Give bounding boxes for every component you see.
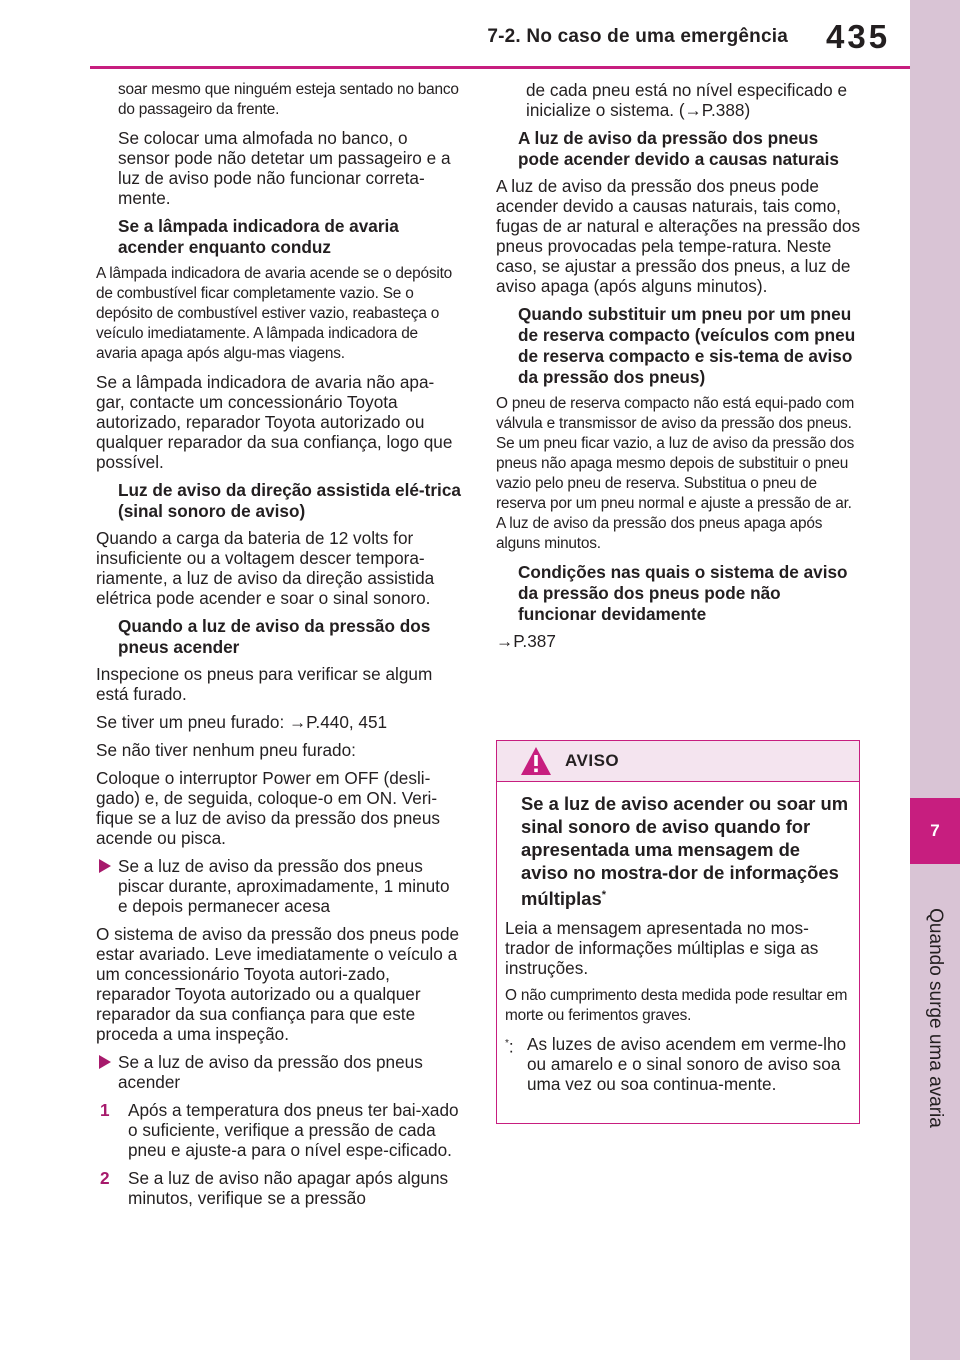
bullet-text: Se a luz de aviso da pressão dos pneus piscar durante, aproximadamente, 1 minuto e depois permanecer acesa <box>118 856 450 916</box>
chapter-label: Quando surge uma avaria <box>925 908 946 1128</box>
subheading: Quando substituir um pneu por um pneu de reserva compacto (veículos com pneu de reserva compacto e sis-tema de aviso da pressão dos pneus) <box>518 304 856 387</box>
footnote-text: As luzes de aviso acendem em verme-lho ou amarelo e o sinal sonoro de aviso soa uma vez ou soa continua-mente. <box>527 1034 847 1095</box>
step-item <box>96 1100 462 1160</box>
chapter-tab <box>910 798 960 864</box>
paragraph: Se não tiver nenhum pneu furado: <box>96 740 356 760</box>
paragraph: Se tiver um pneu furado: →P.440, 451 <box>96 712 388 732</box>
warning-title <box>505 792 851 910</box>
footnote-marker: * <box>601 889 607 901</box>
triangle-bullet-icon <box>99 1055 111 1069</box>
paragraph: A luz de aviso da pressão dos pneus pode acender devido a causas naturais, tais como, fugas de ar natural e alterações na pressão dos pneus provocadas pela tempe-ratura. Neste caso, se ajustar a pressão dos pneus, a luz de aviso apaga (após alguns minutos). <box>496 176 861 296</box>
footnote <box>505 1034 851 1094</box>
triangle-bullet-icon <box>99 859 111 873</box>
subheading: A luz de aviso da pressão dos pneus pode acender devido a causas naturais <box>518 128 839 169</box>
right-column <box>496 80 862 659</box>
footnote-mark: *: <box>505 1036 514 1057</box>
warning-box <box>496 740 860 1124</box>
warning-label: AVISO <box>565 751 620 770</box>
section-title: 7-2. No caso de uma emergência <box>487 26 788 47</box>
bullet-text: Se a luz de aviso da pressão dos pneus acender <box>118 1052 423 1092</box>
chapter-number: 7 <box>930 821 940 840</box>
paragraph: Coloque o interruptor Power em OFF (desli-gado) e, de seguida, coloque-o em ON. Veri-fique se a luz de aviso da pressão dos pneus acende ou pisca. <box>96 768 440 848</box>
warning-header <box>497 741 859 782</box>
paragraph: A lâmpada indicadora de avaria acende se o depósito de combustível ficar completamente vazio. Se o depósito de combustível estiver vazio, reabasteça o veículo imediatamente. A lâmpada indicadora de avaria apaga após algu-mas viagens. <box>96 265 453 362</box>
paragraph: Se a lâmpada indicadora de avaria não apa-gar, contacte um concessionário Toyota autorizado, reparador Toyota autorizado ou qualquer reparador da sua confiança, logo que possível. <box>96 372 453 472</box>
paragraph: O sistema de aviso da pressão dos pneus pode estar avariado. Leve imediatamente o veículo a um concessionário Toyota autori-zado, reparador Toyota autorizado ou a qualquer reparador da sua confiança para que este proceda a uma inspeção. <box>96 924 460 1044</box>
chapter-side-band <box>910 0 960 1360</box>
left-column <box>96 80 462 1216</box>
subheading: Condições nas quais o sistema de aviso da pressão dos pneus pode não funcionar devidamente <box>518 562 848 624</box>
warning-title-text: Se a luz de aviso acender ou soar um sinal sonoro de aviso quando for apresentada uma mensagem de aviso no mostra-dor de informações múltiplas <box>521 793 849 910</box>
paragraph: O pneu de reserva compacto não está equi-pado com válvula e transmissor de aviso da pressão dos pneus. Se um pneu ficar vazio, a luz de aviso da pressão dos pneus não apaga mesmo depois de substituir o pneu vazio pelo pneu de reserva. Substitua o pneu de reserva por um pneu normal e ajuste a pressão de ar. A luz de aviso da pressão dos pneus apaga após alguns minutos. <box>496 395 855 552</box>
page-number: 435 <box>826 18 891 55</box>
warning-body <box>497 782 859 1094</box>
step-number: 2 <box>100 1168 110 1188</box>
subheading: Se a lâmpada indicadora de avaria acender enquanto conduz <box>118 216 399 257</box>
bullet-item <box>96 856 462 916</box>
warning-triangle-icon <box>519 745 553 777</box>
paragraph: Se colocar uma almofada no banco, o sensor pode não detetar um passageiro e a luz de aviso pode não funcionar correta-mente. <box>118 128 451 208</box>
paragraph: Leia a mensagem apresentada no mos-trador de informações múltiplas e siga as instruções. <box>505 918 819 979</box>
step-number: 1 <box>100 1100 110 1120</box>
footnote-asterisk: * <box>505 1038 509 1050</box>
paragraph: de cada pneu está no nível especificado e inicialize o sistema. (→P.388) <box>526 80 848 120</box>
paragraph: Inspecione os pneus para verificar se algum está furado. <box>96 664 433 704</box>
step-text: Se a luz de aviso não apagar após alguns minutos, verifique se a pressão <box>128 1168 449 1208</box>
paragraph: →P.387 <box>496 631 556 651</box>
paragraph: O não cumprimento desta medida pode resultar em morte ou ferimentos graves. <box>505 987 848 1025</box>
header-rule <box>90 66 910 69</box>
paragraph: Quando a carga da bateria de 12 volts for insuficiente ou a voltagem descer tempora-riamente, a luz de aviso da direção assistida elétrica pode acender e soar o sinal sonoro. <box>96 528 435 608</box>
step-text: Após a temperatura dos pneus ter bai-xado o suficiente, verifique a pressão de cada pneu e ajuste-a para o nível espe-cificado. <box>128 1100 459 1160</box>
bullet-item <box>96 1052 462 1092</box>
subheading: Quando a luz de aviso da pressão dos pneus acender <box>118 616 431 657</box>
subheading: Luz de aviso da direção assistida elé-trica (sinal sonoro de aviso) <box>118 480 461 521</box>
paragraph: soar mesmo que ninguém esteja sentado no banco do passageiro da frente. <box>118 81 459 118</box>
step-item <box>96 1168 462 1208</box>
